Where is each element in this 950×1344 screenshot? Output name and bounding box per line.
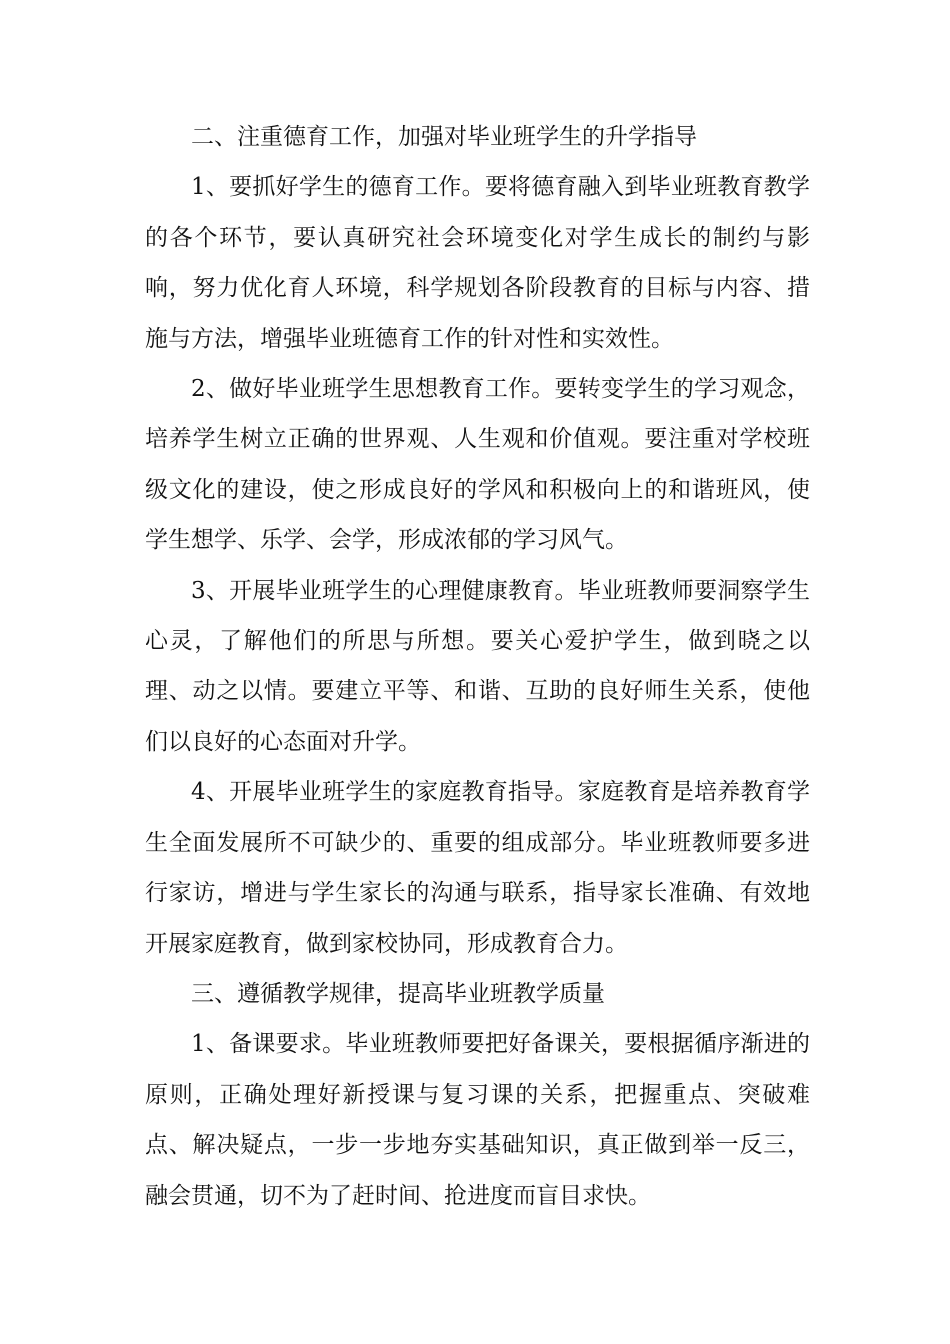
- document-body: [145, 112, 810, 1221]
- section-two-heading: 二、注重德育工作，加强对毕业班学生的升学指导: [191, 124, 697, 150]
- section-two-item-2: 2、做好毕业班学生思想教育工作。要转变学生的学习观念，培养学生树立正确的世界观、人生观和价值观。要注重对学校班级文化的建设，使之形成良好的学风和积极向上的和谐班风，使学生想学、乐学、会学，形成浓郁的学习风气。: [145, 376, 810, 554]
- section-two-item-1: 1、要抓好学生的德育工作。要将德育融入到毕业班教育教学的各个环节，要认真研究社会环境变化对学生成长的制约与影响，努力优化育人环境，科学规划各阶段教育的目标与内容、措施与方法，增强毕业班德育工作的针对性和实效性。: [145, 174, 810, 352]
- section-two-item-3: 3、开展毕业班学生的心理健康教育。毕业班教师要洞察学生心灵，了解他们的所思与所想。要关心爱护学生，做到晓之以理、动之以情。要建立平等、和谐、互助的良好师生关系，使他们以良好的心态面对升学。: [145, 577, 810, 755]
- section-three-item-1: 1、备课要求。毕业班教师要把好备课关，要根据循序渐进的原则，正确处理好新授课与复习课的关系，把握重点、突破难点、解决疑点，一步一步地夯实基础知识，真正做到举一反三，融会贯通，切不为了赶时间、抢进度而盲目求快。: [145, 1031, 810, 1209]
- section-two-item-4: 4、开展毕业班学生的家庭教育指导。家庭教育是培养教育学生全面发展所不可缺少的、重要的组成部分。毕业班教师要多进行家访，增进与学生家长的沟通与联系，指导家长准确、有效地开展家庭教育，做到家校协同，形成教育合力。: [145, 779, 810, 957]
- section-three-heading: 三、遵循教学规律，提高毕业班教学质量: [191, 980, 605, 1007]
